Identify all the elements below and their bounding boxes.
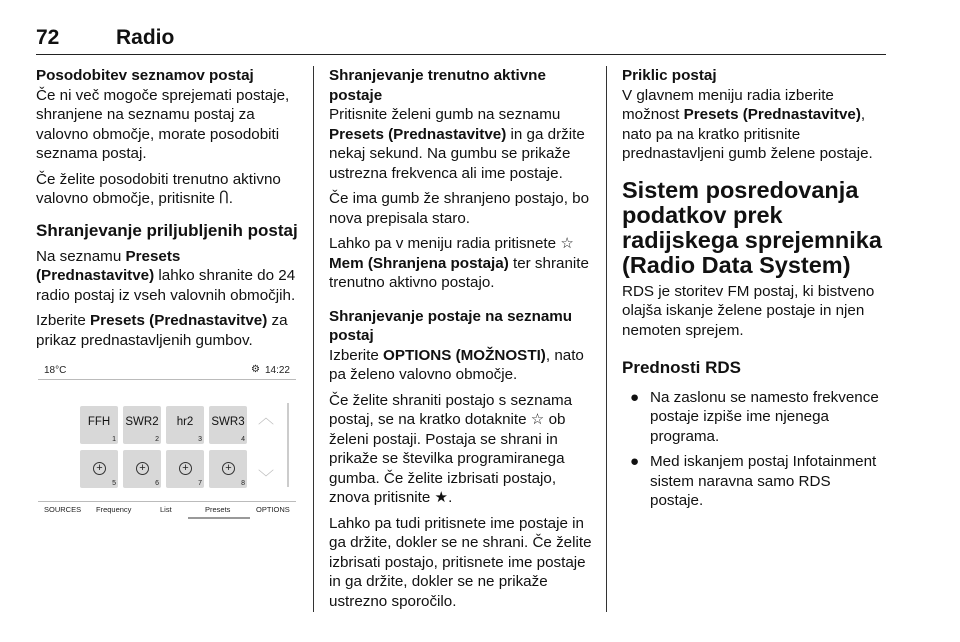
heading-rds-advantages: Prednosti RDS xyxy=(622,358,742,377)
divider xyxy=(38,379,296,380)
preset-button[interactable]: FFH 1 xyxy=(80,406,118,444)
plus-icon: + xyxy=(179,462,192,475)
empty-preset-button[interactable]: + 6 xyxy=(123,450,161,488)
paragraph: Pritisnite želeni gumb na seznamu Presets (Prednastavitve) in ga držite nekaj sekund. Na gumbu se prikaže ustrezna frekvenca ali ime postaje. xyxy=(329,106,585,182)
temperature-readout: 18°C xyxy=(44,365,67,376)
column-divider xyxy=(313,66,314,612)
column-divider xyxy=(606,66,607,612)
paragraph: Če ni več mogoče sprejemati postaje, shranjene na seznamu postaj za valovno območje, morate posodobiti seznama postaj. xyxy=(36,86,290,162)
nav-presets[interactable]: Presets xyxy=(205,505,231,514)
selected-tab-indicator xyxy=(188,517,250,519)
empty-preset-button[interactable]: + 7 xyxy=(166,450,204,488)
list-item: ● Med iskanjem postaj Infotainment sistem naravna samo RDS postaje. xyxy=(630,453,877,509)
preset-button[interactable]: hr2 3 xyxy=(166,406,204,444)
heading-save-favorites: Shranjevanje priljubljenih postaj xyxy=(36,220,298,240)
radio-presets-screen xyxy=(38,361,296,521)
paragraph: Izberite Presets (Prednastavitve) za prikaz prednastavljenih gumbov. xyxy=(36,312,288,349)
preset-button[interactable]: SWR2 2 xyxy=(123,406,161,444)
page-number: 72 xyxy=(36,26,60,49)
paragraph: Če ima gumb že shranjeno postajo, bo nova prepisala staro. xyxy=(329,190,590,227)
page-title: Radio xyxy=(116,26,175,49)
nav-frequency[interactable]: Frequency xyxy=(96,505,132,514)
subheading-update: Posodobitev seznamov postaj xyxy=(36,67,254,84)
divider xyxy=(38,501,296,502)
heading-rds: Sistem posredovanja podatkov prek radijskega sprejemnika (Radio Data System) xyxy=(622,176,882,278)
bullet-icon: ● xyxy=(630,388,640,406)
plus-icon: + xyxy=(222,462,235,475)
plus-icon: + xyxy=(136,462,149,475)
paragraph: Lahko pa tudi pritisnete ime postaje in ga držite, dokler se ne shrani. Če želite izbrisati postajo, pritisnete ime postaje in ga držite, dokler se ne prikaže ustrezno sporočilo. xyxy=(329,514,592,610)
nav-sources[interactable]: SOURCES xyxy=(44,505,82,514)
scroll-down-icon[interactable]: ﹀ xyxy=(258,470,275,487)
subheading-save-list: Shranjevanje postaje na seznamu postaj xyxy=(329,307,573,344)
paragraph: Lahko pa v meniju radia pritisnete ☆ Mem (Shranjena postaja) ter shranite trenutno aktivno postajo. xyxy=(329,235,589,291)
column-2 xyxy=(329,66,595,611)
plus-icon: + xyxy=(93,462,106,475)
column-3 xyxy=(622,66,888,517)
gear-icon: ⚙ xyxy=(251,364,260,375)
paragraph: V glavnem meniju radia izberite možnost Presets (Prednastavitve), nato pa na kratko pritisnite prednastavljeni gumb želene postaje. xyxy=(622,86,873,162)
subheading-recall: Priklic postaj xyxy=(622,67,717,84)
column-1 xyxy=(36,66,302,350)
empty-preset-button[interactable]: + 5 xyxy=(80,450,118,488)
empty-preset-button[interactable]: + 8 xyxy=(209,450,247,488)
paragraph: RDS je storitev FM postaj, ki bistveno olajša iskanje želene postaje in njen nemoten sprejem. xyxy=(622,282,875,339)
subheading-save-current: Shranjevanje trenutno aktivne postaje xyxy=(329,67,546,104)
scrollbar[interactable] xyxy=(287,403,289,487)
paragraph: Če želite posodobiti trenutno aktivno valovno območje, pritisnite Ⴖ. xyxy=(36,170,281,207)
clock-readout: 14:22 xyxy=(264,365,290,376)
paragraph: Če želite shraniti postajo s seznama postaj, se na kratko dotaknite ☆ ob želeni postaji. Postaja se shrani in prikaže se številka programiranega gumba. Če želite izbrisati postajo, znova pritisnite ★. xyxy=(329,391,573,506)
preset-button[interactable]: SWR3 4 xyxy=(209,406,247,444)
advantages-list xyxy=(622,388,888,511)
scroll-up-icon[interactable]: ︿ xyxy=(258,410,275,427)
paragraph: Na seznamu Presets (Prednastavitve) lahko shranite do 24 radio postaj iz vseh valovnih območjih. xyxy=(36,247,296,304)
nav-list[interactable]: List xyxy=(160,505,172,514)
paragraph: Izberite OPTIONS (MOŽNOSTI), nato pa želeno valovno območje. xyxy=(329,346,584,383)
nav-options[interactable]: OPTIONS xyxy=(256,505,290,514)
list-item: ● Na zaslonu se namesto frekvence postaje izpiše ime njenega programa. xyxy=(630,388,879,445)
bullet-icon: ● xyxy=(630,453,640,470)
page-header xyxy=(36,26,886,55)
